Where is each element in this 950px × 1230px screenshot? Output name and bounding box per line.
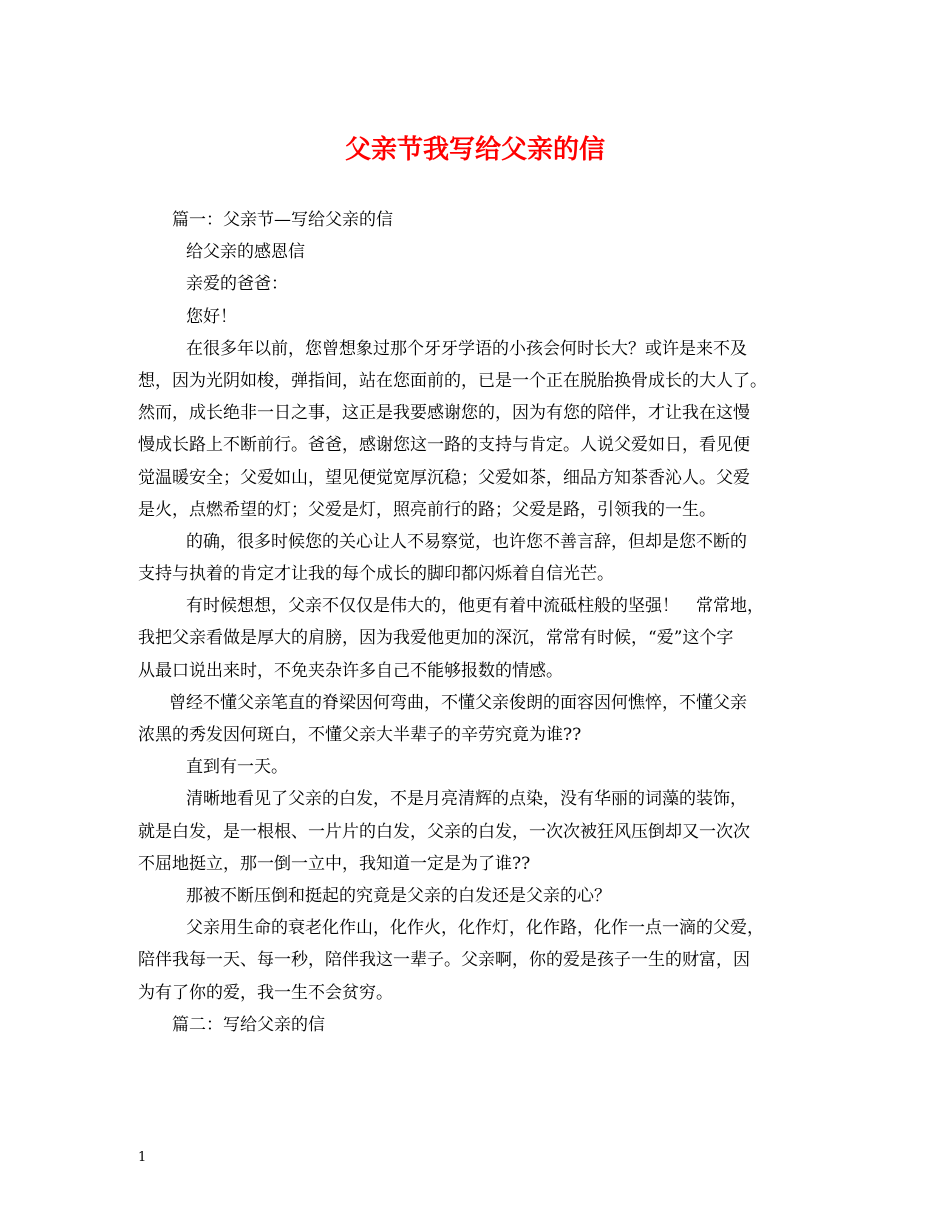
letter-greeting: 您好！ [186,306,237,327]
paragraph-line: 慢成长路上不断前行。爸爸，感谢您这一路的支持与肯定。人说父爱如日，看见便 [138,435,750,456]
document-body [138,204,828,1041]
paragraph-line: 不屈地挺立，那一倒一立中，我知道一定是为了谁?? [138,853,531,874]
paragraph-line: 想，因为光阴如梭，弹指间，站在您面前的，已是一个正在脱胎换骨成长的大人了。 [138,370,767,391]
paragraph-line: 父亲用生命的衰老化作山，化作火，化作灯，化作路，化作一点一滴的父爱， [186,918,764,939]
letter-salutation: 亲爱的爸爸： [186,274,288,295]
paragraph-line: 就是白发，是一根根、一片片的白发，父亲的白发，一次次被狂风压倒却又一次次 [138,821,750,842]
paragraph-line: 有时候想想，父亲不仅仅是伟大的，他更有着中流砥柱般的坚强！ 常常地， [186,596,764,617]
paragraph-line: 陪伴我每一天、每一秒，陪伴我这一辈子。父亲啊，你的爱是孩子一生的财富，因 [138,950,750,971]
paragraph-line: 曾经不懂父亲笔直的脊梁因何弯曲，不懂父亲俊朗的面容因何憔悴，不懂父亲 [169,692,747,713]
paragraph-line: 觉温暖安全；父爱如山，望见便觉宽厚沉稳；父爱如茶，细品方知茶香沁人。父爱 [138,467,750,488]
paragraph-line: 的确，很多时候您的关心让人不易察觉，也许您不善言辞，但却是您不断的 [186,531,747,552]
paragraph-line: 支持与执着的肯定才让我的每个成长的脚印都闪烁着自信光芒。 [138,564,614,585]
section-heading-2: 篇二：写给父亲的信 [172,1014,325,1035]
paragraph-line: 为有了你的爱，我一生不会贫穷。 [138,982,393,1003]
paragraph-line: 在很多年以前，您曾想象过那个牙牙学语的小孩会何时长大？或许是来不及 [186,338,747,359]
paragraph-line: 然而，成长绝非一日之事，这正是我要感谢您的，因为有您的陪伴，才让我在这慢 [138,403,750,424]
paragraph-line: 直到有一天。 [186,757,288,778]
section-heading-1: 篇一：父亲节—写给父亲的信 [172,210,393,230]
paragraph-line: 清晰地看见了父亲的白发，不是月亮清辉的点染，没有华丽的词藻的装饰， [186,789,747,810]
letter-title: 给父亲的感恩信 [186,242,305,263]
paragraph-line: 浓黑的秀发因何斑白，不懂父亲大半辈子的辛劳究竟为谁?? [138,725,582,745]
paragraph-line: 我把父亲看做是厚大的肩膀，因为我爱他更加的深沉，常常有时候，“爱”这个字 [138,628,734,649]
document-title: 父亲节我写给父亲的信 [344,135,605,165]
paragraph-line: 那被不断压倒和挺起的究竟是父亲的白发还是父亲的心？ [186,885,611,906]
paragraph-line: 是火，点燃希望的灯；父爱是灯，照亮前行的路；父爱是路，引领我的一生。 [138,499,716,520]
page-number: 1 [138,1150,147,1165]
paragraph-line: 从最口说出来时，不免夹杂许多自己不能够报数的情感。 [138,660,563,681]
